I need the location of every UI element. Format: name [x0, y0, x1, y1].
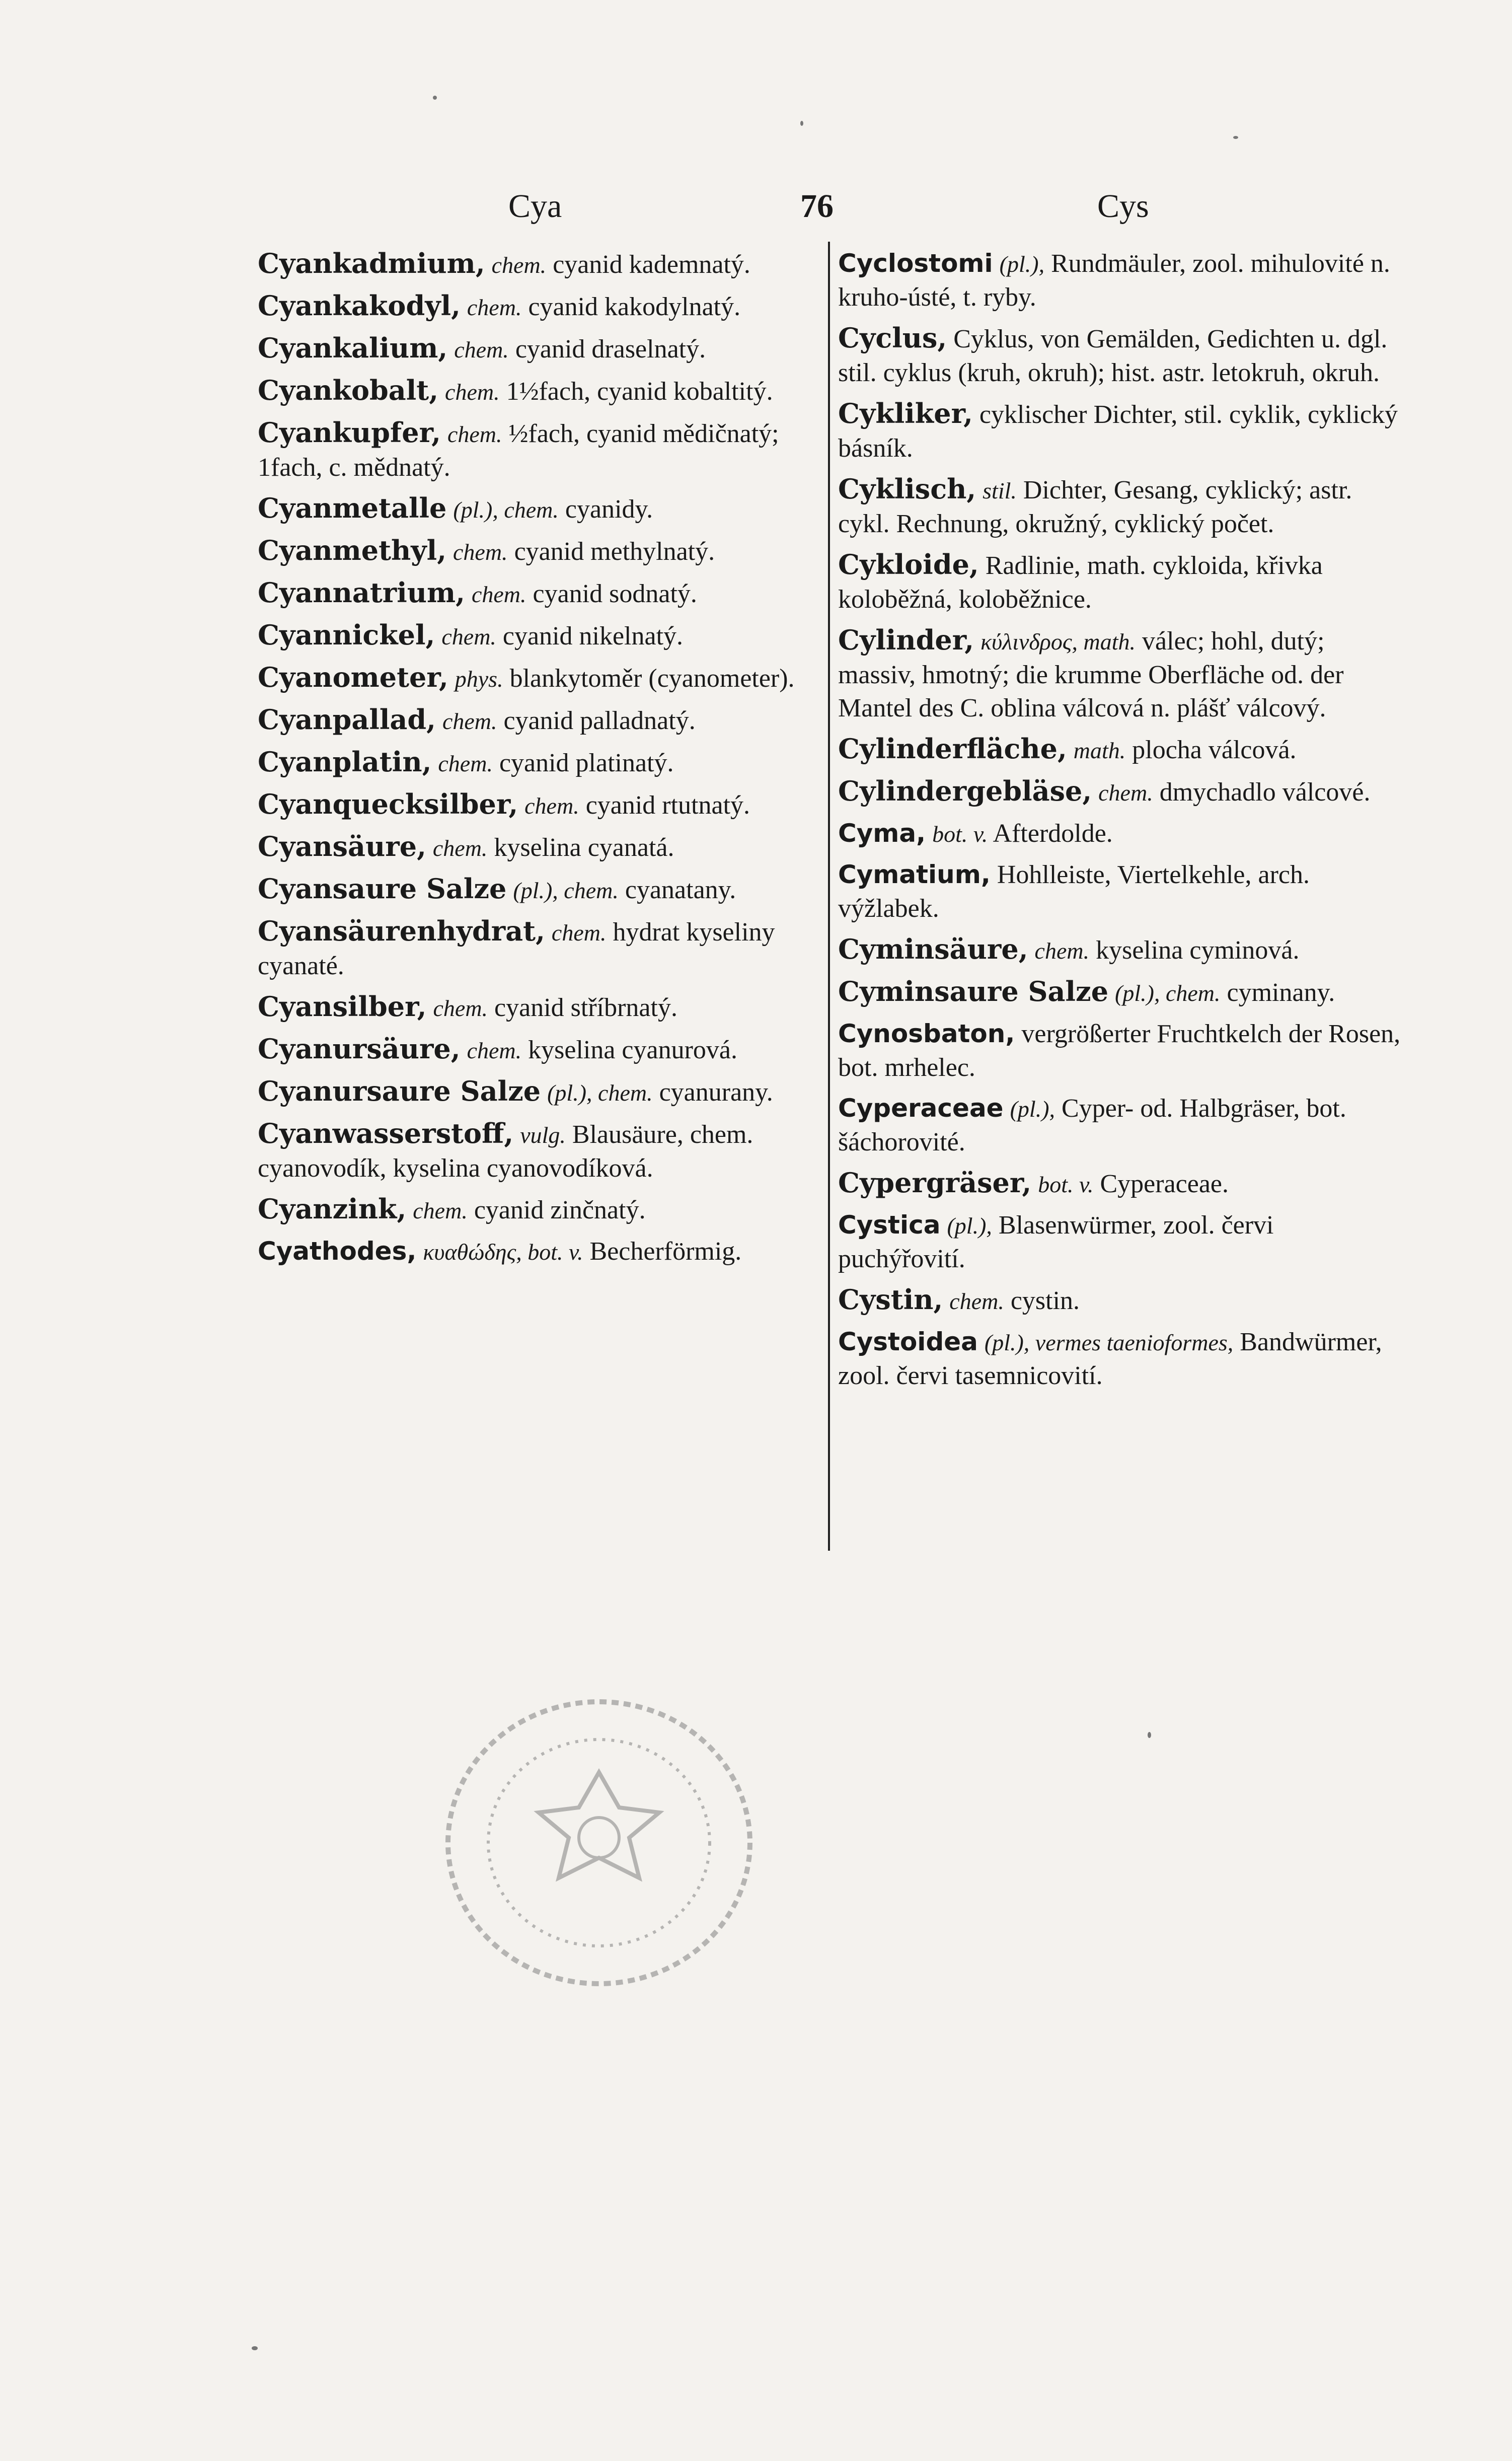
entry-gloss: cyanid kademnatý. — [553, 250, 750, 279]
entry-headword: Cyanquecksilber, — [258, 788, 518, 820]
dictionary-entry — [258, 491, 824, 527]
right-column — [838, 247, 1404, 1400]
dictionary-entry — [838, 247, 1404, 314]
dictionary-entry — [258, 416, 824, 484]
entry-headword: Cyanpallad, — [258, 703, 436, 736]
entry-gloss: cyanid methylnatý. — [514, 537, 715, 566]
entry-gloss: Rundmäuler, zool. mihulovité n. kruho-ústé, t. ryby. — [838, 249, 1390, 312]
entry-gloss: cyanid sodnatý. — [533, 580, 697, 608]
entry-headword: Cyansäurenhydrat, — [258, 915, 545, 947]
entry-label: (pl.), chem. — [513, 878, 619, 903]
left-column — [258, 247, 824, 1276]
dictionary-entry — [838, 932, 1404, 968]
entry-gloss: 1½fach, cyanid kobaltitý. — [506, 377, 773, 406]
entry-label: chem. — [453, 539, 508, 565]
entry-label: (pl.), vermes taenioformes, — [984, 1330, 1234, 1355]
entry-label: stil. — [982, 478, 1017, 503]
entry-label: chem. — [467, 1038, 522, 1063]
entry-headword: Cyklisch, — [838, 473, 976, 505]
entry-headword: Cyathodes, — [258, 1237, 417, 1266]
entry-gloss: Dichter, Gesang, cyklický; astr. cykl. Rechnung, okružný, cyklický počet. — [838, 476, 1352, 538]
dictionary-entry — [838, 975, 1404, 1010]
page-header — [0, 187, 1512, 233]
entry-label: bot. v. — [1038, 1172, 1094, 1197]
entry-label: (pl.), — [999, 251, 1045, 277]
dictionary-entry — [258, 289, 824, 324]
dictionary-entry — [838, 1325, 1404, 1393]
entry-label: chem. — [454, 337, 509, 363]
column-divider — [828, 242, 830, 1551]
entry-label: chem. — [438, 751, 493, 776]
entry-gloss: Cyklus, von Gemälden, Gedichten u. dgl. stil. cyklus (kruh, okruh); hist. astr. letokruh, okruh. — [838, 325, 1388, 387]
entry-label: chem. — [551, 920, 607, 946]
entry-label: chem. — [467, 295, 522, 320]
entry-label: chem. — [447, 421, 502, 447]
dictionary-entry — [258, 1192, 824, 1227]
entry-headword: Cylinderfläche, — [838, 733, 1067, 765]
entry-label: chem. — [433, 995, 488, 1021]
entry-headword: Cyanmetalle — [258, 492, 447, 524]
dictionary-entry — [258, 1074, 824, 1110]
entry-label: chem. — [445, 379, 500, 405]
dictionary-entry — [258, 1235, 824, 1269]
entry-gloss: cyanid nikelnatý. — [502, 622, 684, 650]
entry-gloss: dmychadlo válcové. — [1159, 778, 1371, 807]
entry-gloss: blankytoměr (cyanometer). — [509, 664, 795, 693]
dictionary-entry — [838, 321, 1404, 390]
entry-gloss: vergrößerter Fruchtkelch der Rosen, bot. mrhelec. — [838, 1020, 1401, 1082]
entry-headword: Cyankalium, — [258, 332, 448, 364]
entry-label: κύλινδρος, math. — [980, 629, 1136, 655]
entry-gloss: cyanid stříbrnatý. — [494, 993, 677, 1022]
dictionary-entry — [838, 858, 1404, 925]
paper-speck — [800, 121, 803, 126]
entry-gloss: cyanid zinčnatý. — [474, 1196, 646, 1224]
entry-headword: Cyperaceae — [838, 1094, 1004, 1123]
entry-headword: Cykliker, — [838, 397, 973, 429]
entry-label: chem. — [949, 1288, 1004, 1314]
entry-gloss: plocha válcová. — [1132, 736, 1297, 764]
entry-gloss: cyanid draselnatý. — [515, 335, 706, 364]
entry-gloss: Radlinie, math. cykloida, křivka koloběžná, koloběžnice. — [838, 551, 1323, 614]
dictionary-entry — [838, 1092, 1404, 1159]
entry-label: (pl.), chem. — [453, 497, 559, 523]
entry-gloss: kyselina cyminová. — [1096, 936, 1300, 965]
dictionary-entry — [838, 1017, 1404, 1084]
entry-label: chem. — [441, 624, 496, 649]
paper-speck — [433, 96, 437, 100]
entry-headword: Cyanplatin, — [258, 746, 432, 778]
dictionary-entry — [258, 914, 824, 983]
entry-headword: Cynosbaton, — [838, 1019, 1015, 1048]
entry-gloss: cyanid platinatý. — [499, 749, 674, 777]
dictionary-entry — [258, 331, 824, 367]
dictionary-entry — [838, 1208, 1404, 1276]
entry-headword: Cyanursäure, — [258, 1033, 461, 1065]
entry-label: chem. — [471, 582, 526, 607]
paper-speck — [252, 2346, 258, 2350]
entry-label: chem. — [432, 835, 488, 861]
entry-gloss: cyanid palladnatý. — [503, 706, 696, 735]
entry-label: chem. — [491, 252, 547, 278]
entry-headword: Cyminsäure, — [838, 933, 1028, 965]
dictionary-entry — [838, 732, 1404, 767]
dictionary-entry — [258, 1117, 824, 1185]
entry-gloss: hydrat kyseliny cyanaté. — [258, 918, 775, 980]
entry-headword: Cykloide, — [838, 548, 979, 581]
entry-headword: Cyankobalt, — [258, 374, 439, 406]
entry-headword: Cyanzink, — [258, 1193, 407, 1225]
entry-headword: Cyma, — [838, 819, 926, 848]
dictionary-entry — [258, 745, 824, 780]
entry-headword: Cyanmethyl, — [258, 534, 446, 566]
entry-label: chem. — [413, 1198, 468, 1223]
dictionary-entry — [258, 990, 824, 1025]
library-stamp-seal — [362, 1687, 836, 1999]
page-number: 76 — [800, 188, 834, 225]
entry-label: chem. — [524, 793, 579, 819]
entry-label: chem. — [1098, 780, 1153, 806]
dictionary-entry — [838, 774, 1404, 810]
entry-gloss: cyanidy. — [565, 495, 653, 524]
dictionary-entry — [258, 1032, 824, 1067]
entry-headword: Cyclus, — [838, 322, 947, 354]
dictionary-entry — [258, 618, 824, 654]
entry-gloss: kyselina cyanurová. — [528, 1036, 737, 1064]
entry-headword: Cylinder, — [838, 624, 974, 656]
entry-headword: Cyankadmium, — [258, 247, 485, 279]
entry-headword: Cymatium, — [838, 860, 991, 889]
entry-gloss: cyanid rtutnatý. — [585, 791, 750, 820]
entry-headword: Cystica — [838, 1210, 941, 1240]
entry-headword: Cystin, — [838, 1283, 943, 1316]
dictionary-entry — [258, 247, 824, 282]
dictionary-entry — [258, 872, 824, 907]
dictionary-entry — [838, 472, 1404, 541]
entry-headword: Cylindergebläse, — [838, 775, 1092, 807]
entry-gloss: Blausäure, chem. cyanovodík, kyselina cyanovodíková. — [258, 1120, 753, 1183]
entry-label: κυαθώδης, bot. v. — [423, 1239, 583, 1265]
header-first-entry: Cya — [508, 188, 562, 225]
dictionary-entry — [838, 623, 1404, 725]
entry-gloss: cyklischer Dichter, stil. cyklik, cyklický básník. — [838, 400, 1398, 463]
entry-gloss: kyselina cyanatá. — [494, 833, 674, 862]
entry-gloss: cyanatany. — [625, 876, 736, 904]
dictionary-entry — [258, 830, 824, 865]
entry-headword: Cyankakodyl, — [258, 289, 461, 322]
entry-label: (pl.), — [1010, 1096, 1055, 1122]
entry-label: vulg. — [520, 1122, 566, 1148]
entry-label: (pl.), chem. — [547, 1080, 653, 1106]
entry-gloss: cyanid kakodylnatý. — [528, 293, 741, 321]
entry-label: (pl.), — [947, 1213, 992, 1239]
entry-headword: Cyanometer, — [258, 661, 448, 693]
entry-gloss: Blasenwürmer, zool. červi puchýřovití. — [838, 1211, 1274, 1273]
entry-headword: Cyanwasserstoff, — [258, 1117, 514, 1149]
entry-headword: Cyankupfer, — [258, 416, 441, 449]
dictionary-entry — [258, 374, 824, 409]
entry-label: chem. — [442, 708, 497, 734]
entry-gloss: cyanurany. — [659, 1078, 773, 1107]
entry-gloss: cyminany. — [1227, 978, 1335, 1007]
entry-label: chem. — [1034, 938, 1090, 964]
paper-speck — [1233, 136, 1238, 139]
entry-headword: Cyannatrium, — [258, 576, 465, 609]
dictionary-entry — [258, 787, 824, 823]
entry-label: phys. — [455, 666, 503, 692]
header-last-entry: Cys — [1097, 188, 1149, 225]
entry-headword: Cyannickel, — [258, 619, 435, 651]
paper-speck — [1148, 1732, 1151, 1738]
dictionary-entry — [258, 703, 824, 738]
entry-gloss: Bandwürmer, zool. červi tasemnicovití. — [838, 1328, 1382, 1390]
entry-gloss: Becherförmig. — [589, 1237, 742, 1266]
dictionary-entry — [838, 1166, 1404, 1201]
entry-headword: Cystoidea — [838, 1327, 978, 1356]
entry-headword: Cyanursaure Salze — [258, 1075, 541, 1107]
dictionary-entry — [838, 1283, 1404, 1318]
entry-label: bot. v. — [932, 821, 988, 847]
entry-headword: Cypergräser, — [838, 1167, 1032, 1199]
dictionary-entry — [838, 397, 1404, 465]
dictionary-entry — [838, 548, 1404, 616]
entry-gloss: cystin. — [1010, 1286, 1080, 1315]
entry-gloss: ½fach, cyanid mědičnatý; 1fach, c. mědnatý. — [258, 419, 779, 482]
entry-headword: Cyclostomi — [838, 249, 993, 278]
dictionary-entry — [838, 817, 1404, 851]
dictionary-entry — [258, 534, 824, 569]
entry-label: (pl.), chem. — [1115, 980, 1221, 1006]
entry-gloss: Afterdolde. — [993, 819, 1113, 848]
entry-headword: Cyansilber, — [258, 990, 427, 1023]
entry-headword: Cyansäure, — [258, 830, 426, 862]
entry-label: math. — [1073, 738, 1126, 763]
entry-gloss: Cyper- od. Halbgräser, bot. šáchorovité. — [838, 1094, 1346, 1156]
entry-gloss: válec; hohl, dutý; massiv, hmotný; die krumme Oberfläche od. der Mantel des C. oblina válcová n. plášť válcový. — [838, 627, 1344, 722]
entry-gloss: Cyperaceae. — [1100, 1170, 1229, 1198]
entry-headword: Cyminsaure Salze — [838, 975, 1109, 1007]
dictionary-entry — [258, 576, 824, 611]
entry-gloss: Hohlleiste, Viertelkehle, arch. výžlabek. — [838, 860, 1310, 923]
entry-headword: Cyansaure Salze — [258, 873, 507, 905]
dictionary-entry — [258, 661, 824, 696]
